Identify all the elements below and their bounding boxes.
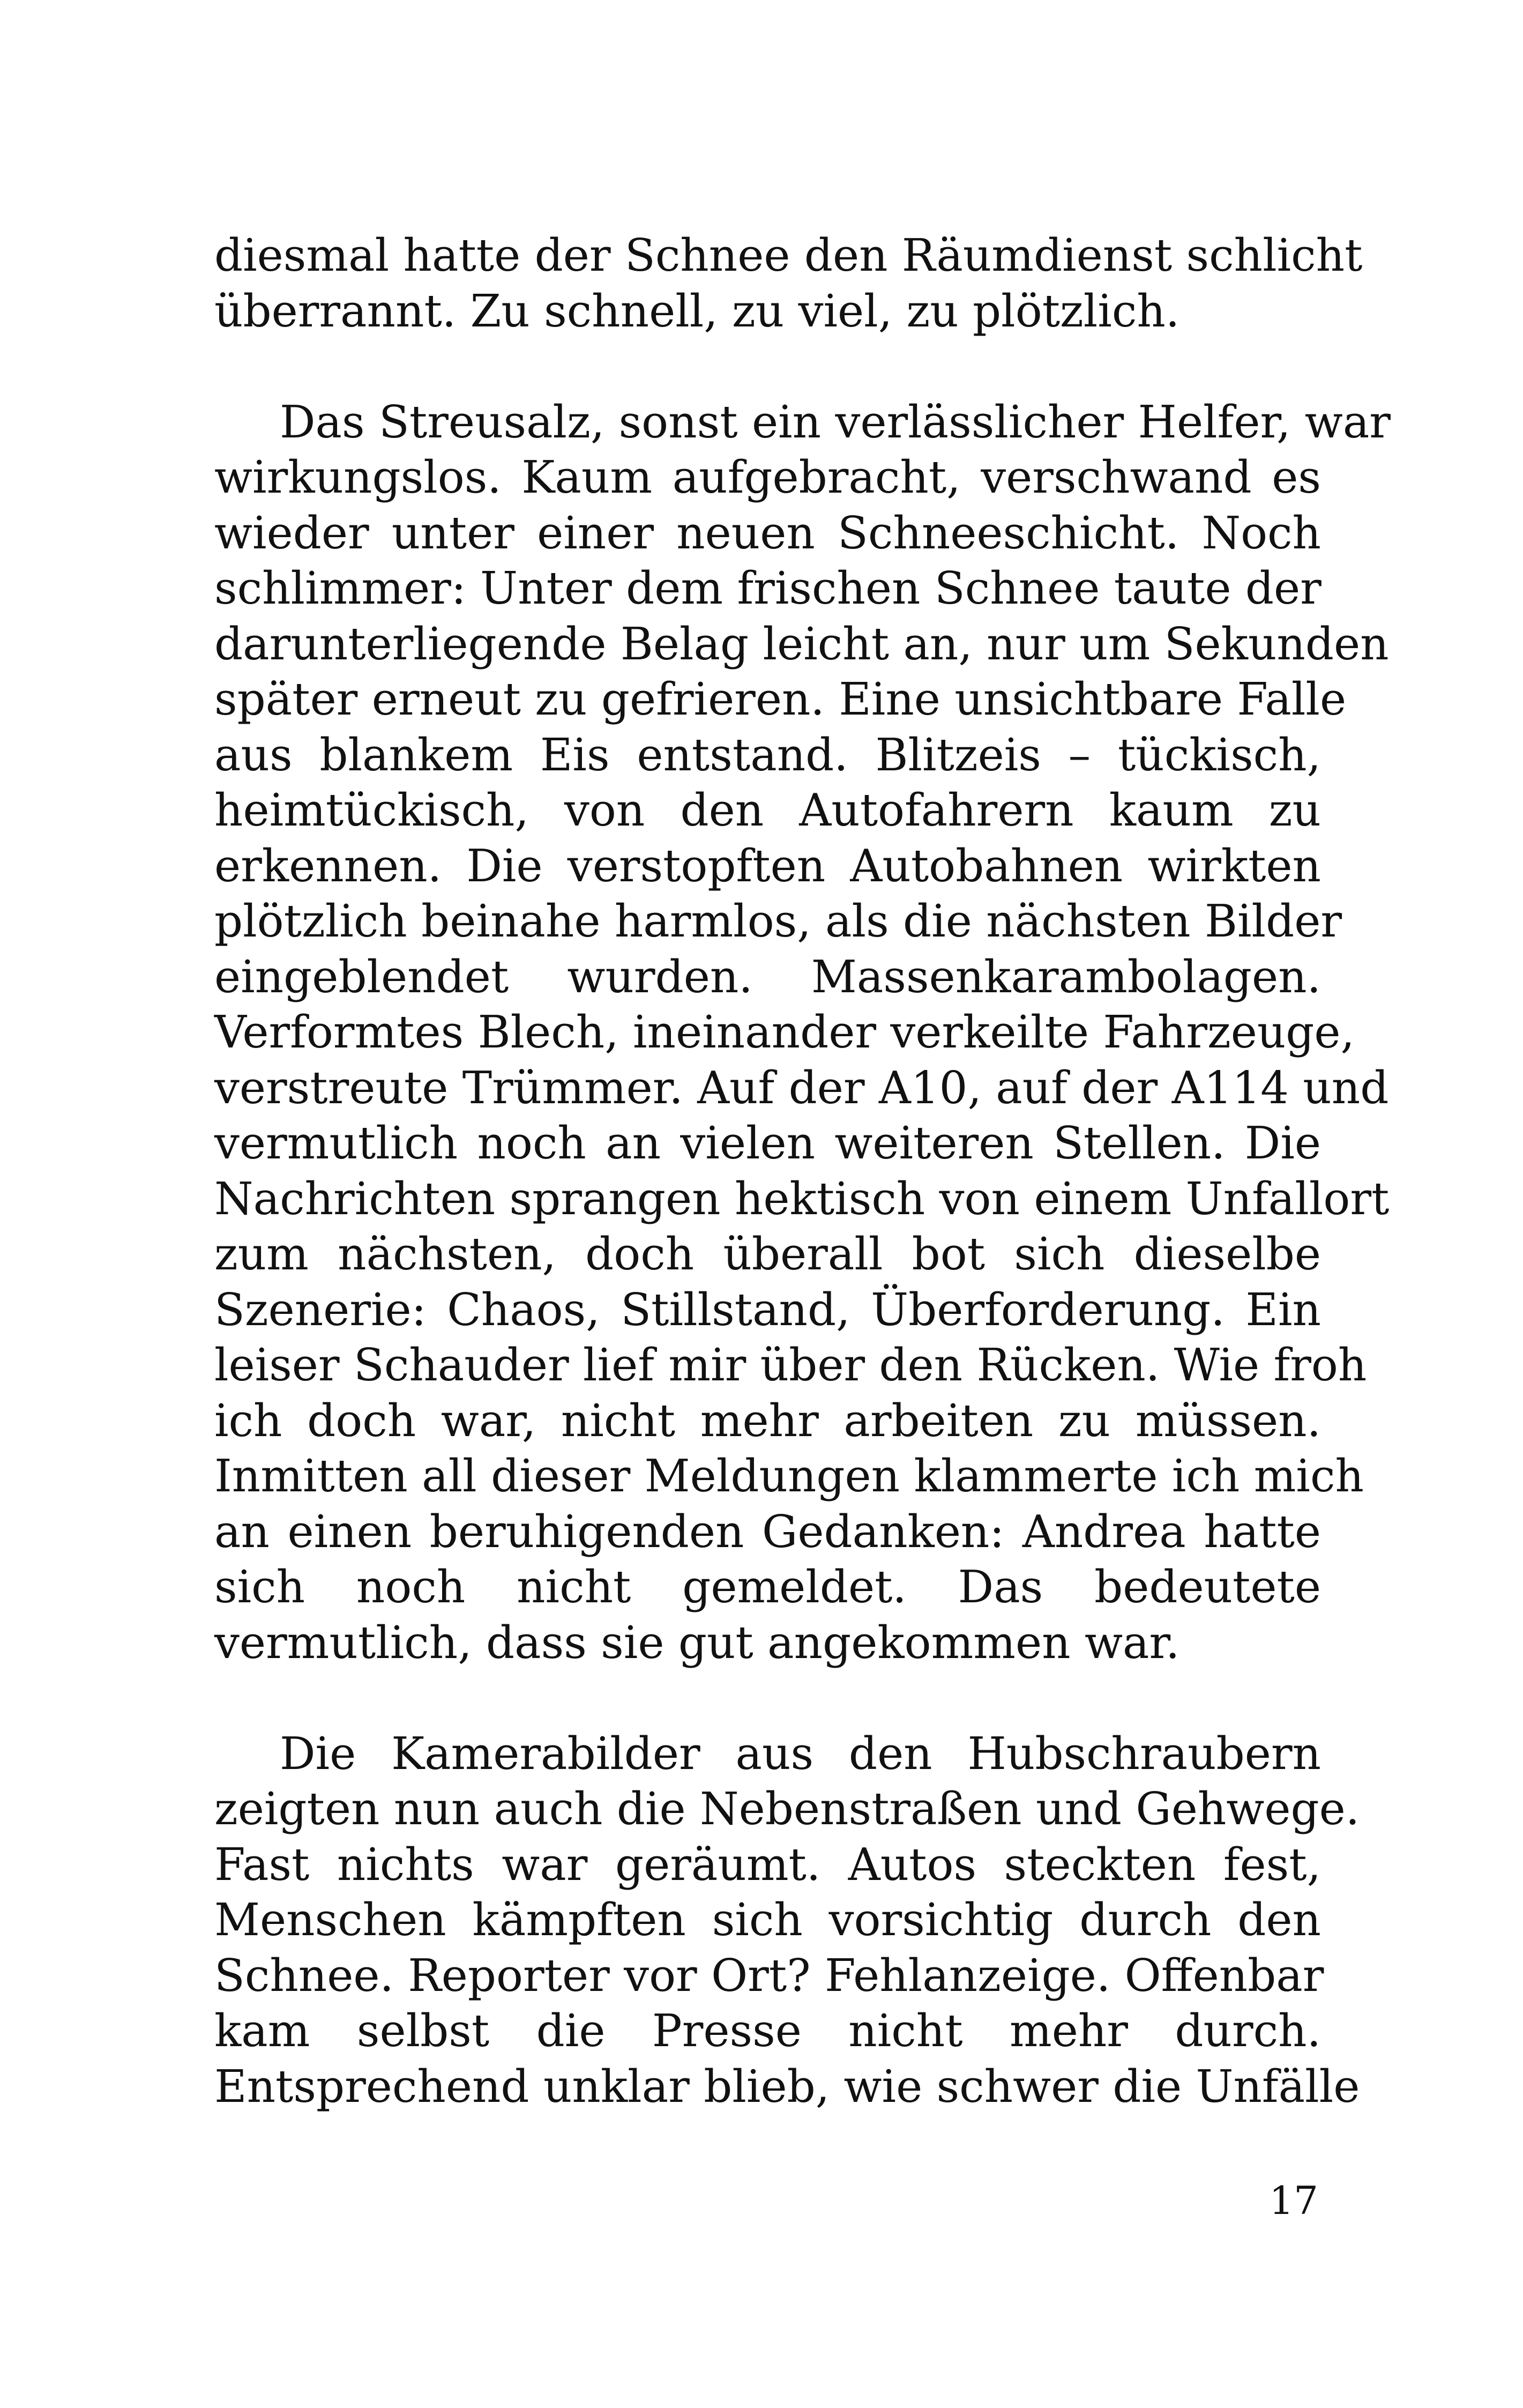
text-line: diesmal hatte der Schnee den Räumdienst schlicht — [214, 229, 1363, 281]
paragraph — [214, 228, 1363, 339]
paragraph — [214, 1726, 1360, 2115]
text-line: ich doch war, nicht mehr arbeiten zu müssen. — [214, 1394, 1321, 1447]
text-line: an einen beruhigenden Gedanken: Andrea hatte — [214, 1505, 1321, 1558]
text-line: Nachrichten sprangen hektisch von einem Unfallort — [214, 1172, 1390, 1225]
text-line: leiser Schauder lief mir über den Rücken. Wie froh — [214, 1339, 1367, 1391]
text-line: eingeblendet wurden. Massenkarambolagen. — [214, 950, 1321, 1003]
text-line: Schnee. Reporter vor Ort? Fehlanzeige. Offenbar — [214, 1949, 1324, 2002]
text-line: zeigten nun auch die Nebenstraßen und Gehwege. — [214, 1783, 1360, 1835]
text-line: wieder unter einer neuen Schneeschicht. Noch — [214, 507, 1321, 559]
text-line: Die Kamerabilder aus den Hubschraubern — [280, 1727, 1321, 1780]
text-line: später erneut zu gefrieren. Eine unsichtbare Falle — [214, 673, 1347, 725]
text-line: erkennen. Die verstopften Autobahnen wirkten — [214, 839, 1321, 892]
text-line: überrannt. Zu schnell, zu viel, zu plötzlich. — [214, 285, 1180, 337]
text-line: Inmitten all dieser Meldungen klammerte ich mich — [214, 1450, 1364, 1502]
text-line: zum nächsten, doch überall bot sich dieselbe — [214, 1228, 1321, 1280]
text-line: schlimmer: Unter dem frischen Schnee taute der — [214, 562, 1322, 614]
text-line: Das Streusalz, sonst ein verlässlicher Helfer, war — [280, 396, 1391, 448]
text-line: kam selbst die Presse nicht mehr durch. — [214, 2005, 1321, 2057]
text-line: Verformtes Blech, ineinander verkeilte Fahrzeuge, — [214, 1006, 1355, 1058]
body-text — [214, 228, 1391, 2114]
text-line: darunterliegende Belag leicht an, nur um Sekunden — [214, 618, 1389, 670]
text-line: verstreute Trümmer. Auf der A10, auf der A114 und — [214, 1061, 1389, 1114]
text-line: vermutlich noch an vielen weiteren Stellen. Die — [214, 1117, 1321, 1169]
paragraph-gap — [214, 1670, 1321, 1726]
text-line: sich noch nicht gemeldet. Das bedeutete — [214, 1561, 1321, 1613]
text-line: Szenerie: Chaos, Stillstand, Überforderung. Ein — [214, 1283, 1321, 1336]
text-line: Fast nichts war geräumt. Autos steckten fest, — [214, 1838, 1321, 1891]
text-line: Menschen kämpften sich vorsichtig durch den — [214, 1894, 1321, 1946]
text-line: aus blankem Eis entstand. Blitzeis – tückisch, — [214, 729, 1321, 781]
paragraph-gap — [214, 339, 1321, 395]
paragraph — [214, 395, 1391, 1671]
page-number: 17 — [1269, 2178, 1318, 2223]
text-line: plötzlich beinahe harmlos, als die nächsten Bilder — [214, 895, 1342, 947]
text-line: Entsprechend unklar blieb, wie schwer die Unfälle — [214, 2060, 1360, 2113]
text-line: vermutlich, dass sie gut angekommen war. — [214, 1616, 1180, 1669]
text-line: wirkungslos. Kaum aufgebracht, verschwand es — [214, 451, 1321, 503]
text-line: heimtückisch, von den Autofahrern kaum zu — [214, 784, 1321, 836]
